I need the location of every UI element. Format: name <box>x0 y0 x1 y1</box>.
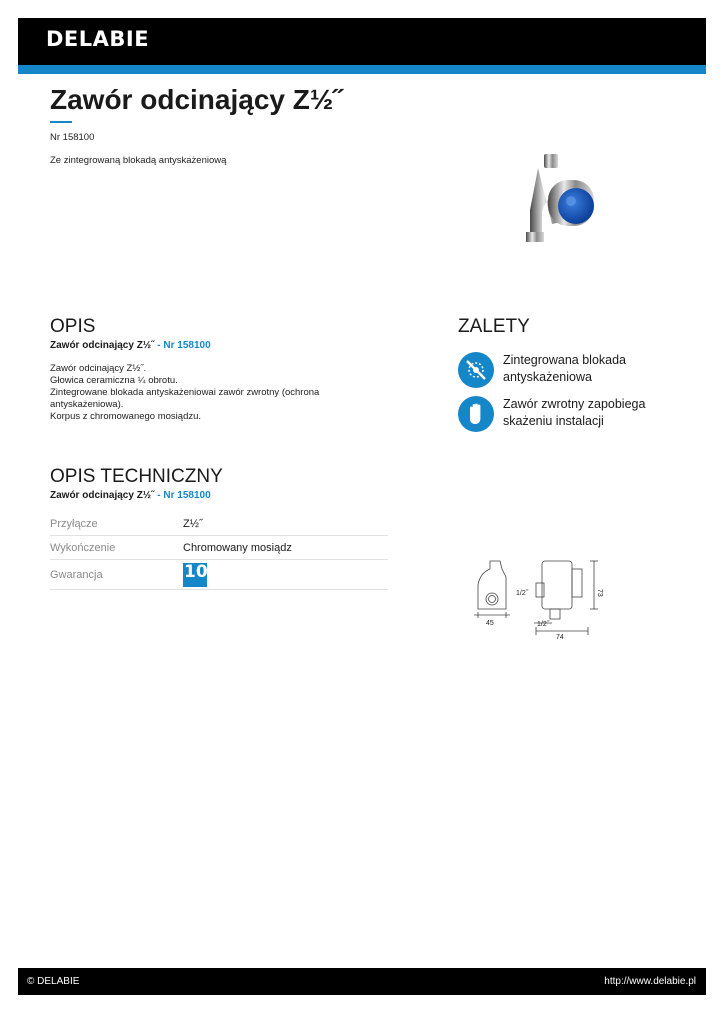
no-bacteria-icon <box>458 352 494 388</box>
table-row <box>50 536 388 560</box>
opis-line: Głowica ceramiczna ¼ obrotu. <box>50 375 178 386</box>
opis-line: Zintegrowane blokada antyskażeniowai zawór zwrotny (ochrona antyskażeniowa). <box>50 387 320 410</box>
zalety-heading: ZALETY <box>458 316 530 337</box>
footer-url-link[interactable]: http://www.delabie.pl <box>604 976 696 987</box>
tech-sub-ref: - Nr 158100 <box>154 490 211 501</box>
header-bar <box>18 18 706 65</box>
spec-label: Przyłącze <box>50 512 183 536</box>
opis-line: Zawór odcinający Z½˝. <box>50 363 147 374</box>
header-accent-stripe <box>18 65 706 74</box>
technical-drawing <box>470 555 610 640</box>
product-subtitle: Ze zintegrowaną blokadą antyskażeniową <box>50 155 227 166</box>
product-ref: Nr 158100 <box>50 132 95 143</box>
footer-copyright: © DELABIE <box>27 976 80 987</box>
spec-value <box>183 560 388 590</box>
spec-label: Wykończenie <box>50 536 183 560</box>
dim-width-side: 74 <box>556 634 564 640</box>
dim-height: 73 <box>596 589 603 597</box>
dim-outlet-thread: 1/2˝ <box>537 621 550 628</box>
advantage-item <box>458 352 663 388</box>
tech-sub-title: Zawór odcinający Z½˝ <box>50 490 155 501</box>
advantage-item <box>458 396 663 432</box>
spec-table <box>50 512 388 590</box>
advantage-text: Zintegrowana blokada antyskażeniowa <box>503 353 626 384</box>
spec-label: Gwarancja <box>50 560 183 590</box>
opis-sub-ref: - Nr 158100 <box>154 340 211 351</box>
table-row <box>50 512 388 536</box>
title-underline <box>50 121 72 123</box>
product-image <box>508 150 604 246</box>
opis-sub-title: Zawór odcinający Z½˝ <box>50 340 155 351</box>
table-row <box>50 560 388 590</box>
spec-value: Z½˝ <box>183 512 388 536</box>
tech-heading: OPIS TECHNICZNY <box>50 466 223 487</box>
stop-hand-icon <box>458 396 494 432</box>
opis-heading: OPIS <box>50 316 96 337</box>
tech-subheading <box>50 490 211 501</box>
opis-subheading <box>50 340 211 351</box>
brand-logo[interactable]: DELABIE <box>46 27 150 51</box>
dim-inlet-thread: 1/2˝ <box>516 590 529 597</box>
advantage-text: Zawór zwrotny zapobiega skażeniu instalacji <box>503 397 646 428</box>
opis-line: Korpus z chromowanego mosiądzu. <box>50 411 202 422</box>
warranty-10-years-badge <box>183 563 207 587</box>
opis-description <box>50 363 350 423</box>
dim-width-front: 45 <box>486 620 494 627</box>
product-title: Zawór odcinający Z½˝ <box>50 84 343 115</box>
footer-bar <box>18 968 706 995</box>
spec-value: Chromowany mosiądz <box>183 536 388 560</box>
warranty-number: 10 <box>184 561 208 582</box>
